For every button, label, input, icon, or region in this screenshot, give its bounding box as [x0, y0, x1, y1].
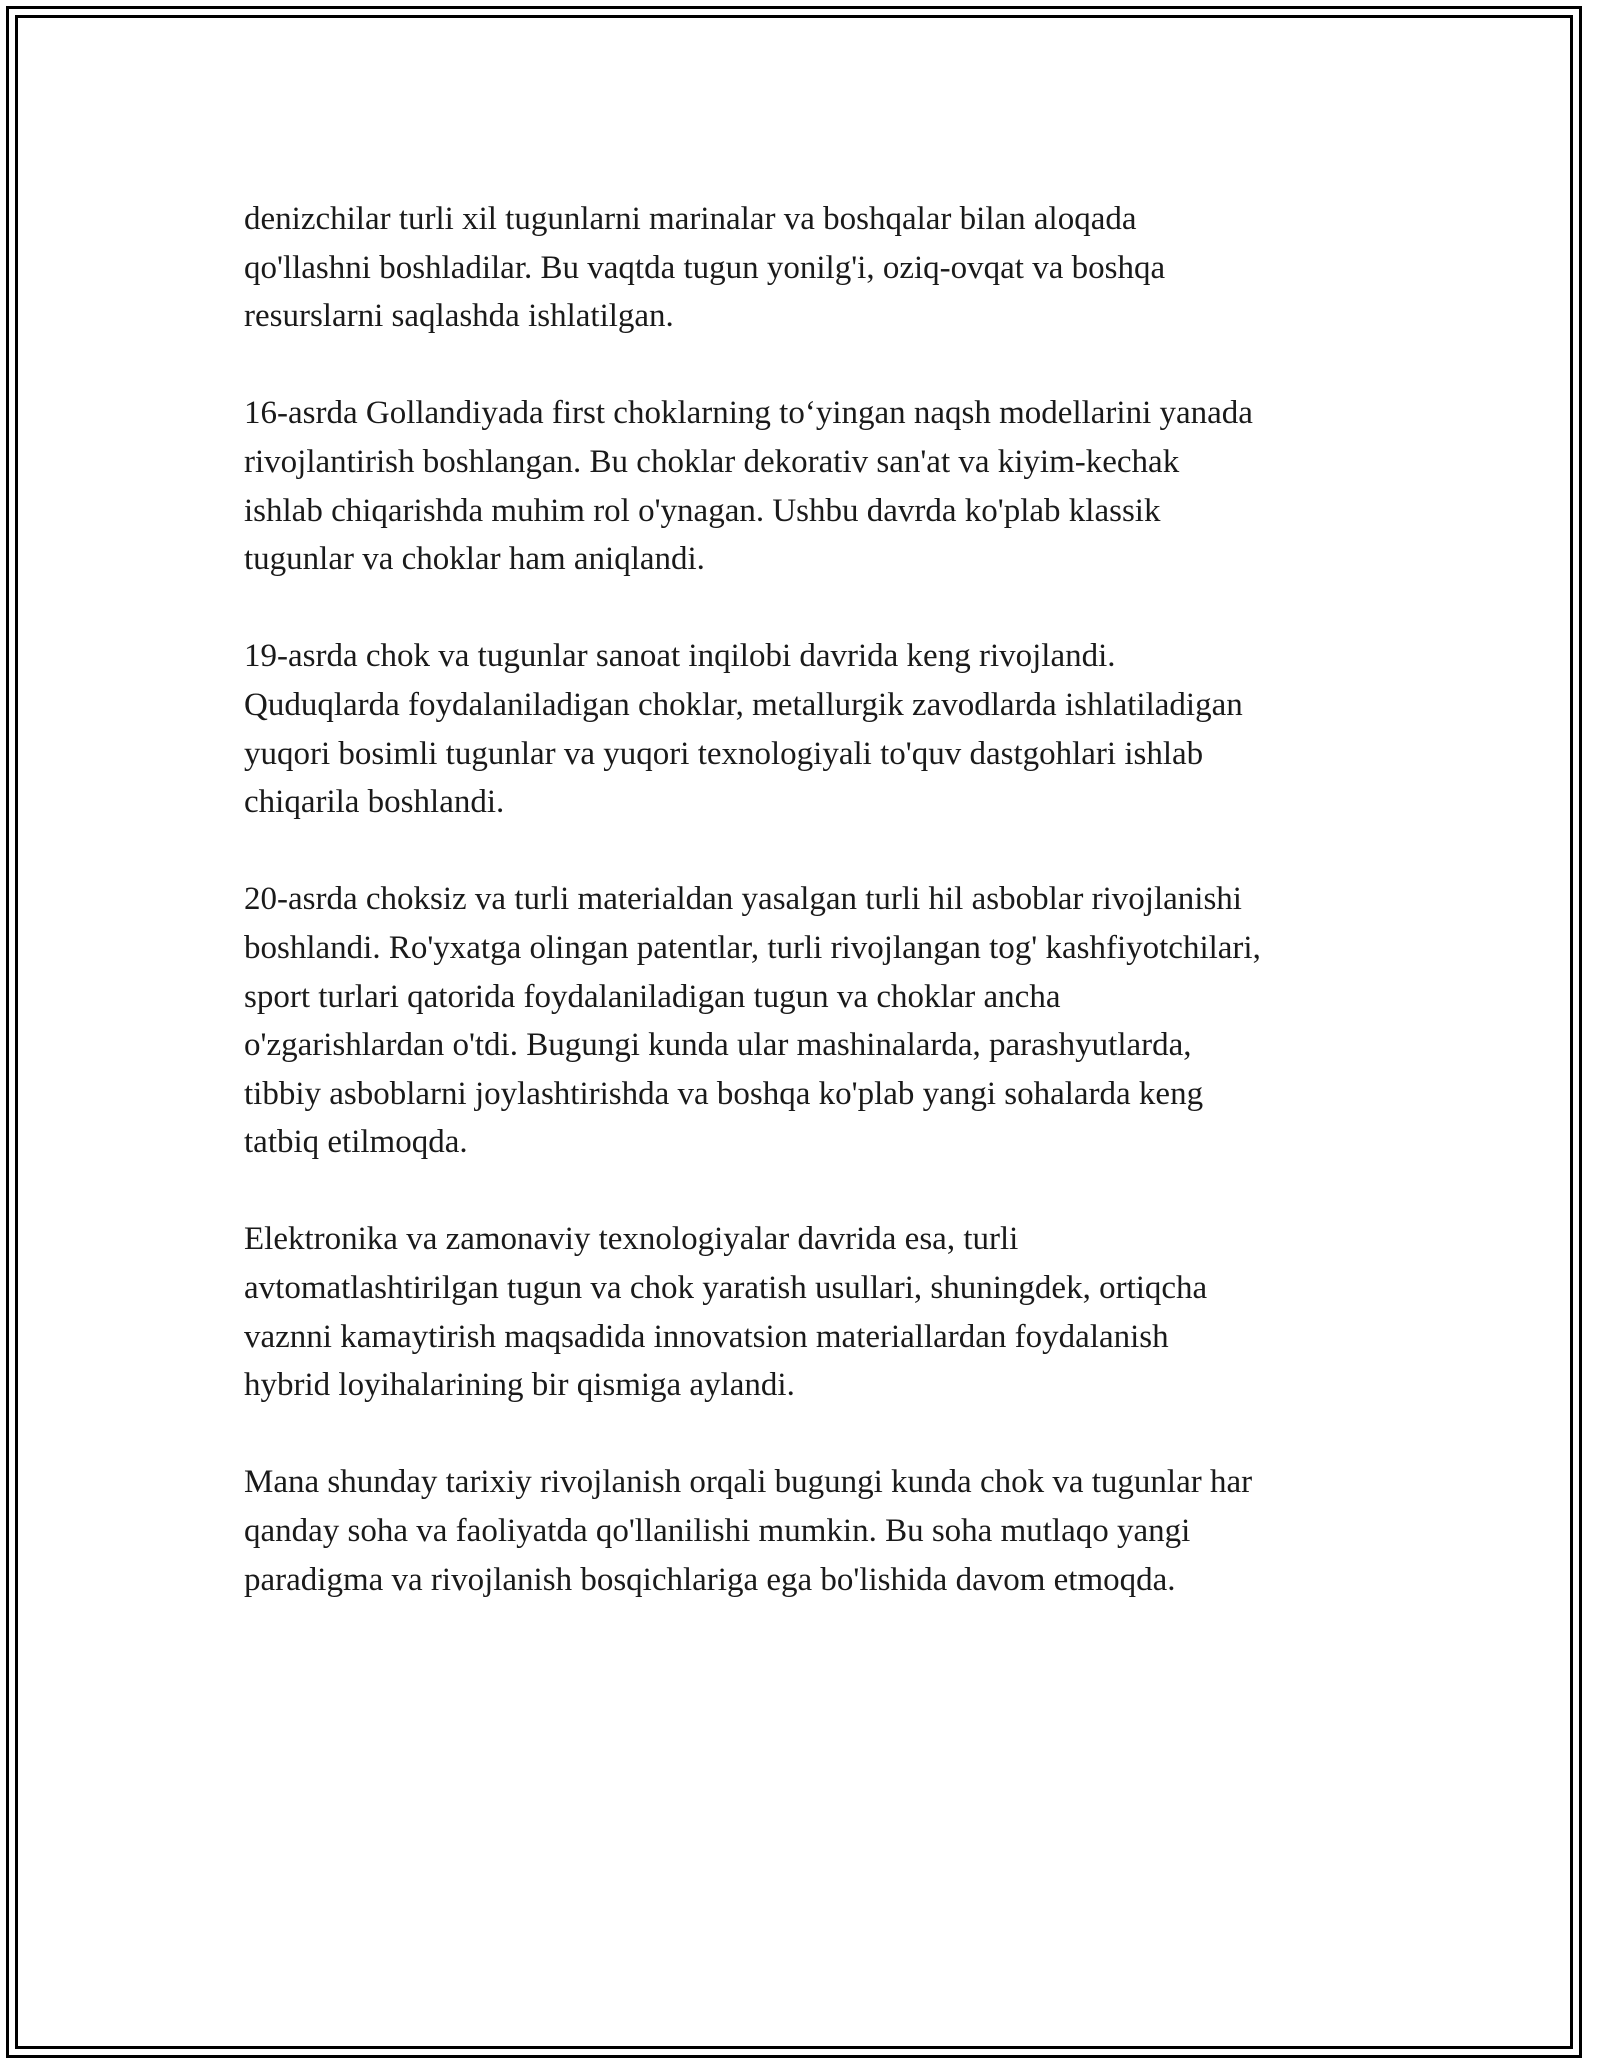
text-line: denizchilar turli xil tugunlarni marinalar va boshqalar bilan aloqada	[244, 201, 1137, 237]
paragraph-2	[244, 389, 1384, 583]
paragraph-3	[244, 632, 1384, 826]
text-line: rivojlantirish boshlangan. Bu choklar dekorativ san'at va kiyim-kechak	[244, 443, 1180, 480]
text-line: 16-asrda Gollandiyada first choklarning to‘yingan naqsh modellarini yanada	[244, 395, 1253, 432]
text-line: tatbiq etilmoqda.	[244, 1124, 468, 1161]
paragraph-1	[244, 195, 1384, 341]
text-line: 20-asrda choksiz va turli materialdan yasalgan turli hil asboblar rivojlanishi	[244, 881, 1242, 918]
text-line: paradigma va rivojlanish bosqichlariga ega bo'lishida davom etmoqda.	[244, 1561, 1176, 1598]
text-line: avtomatlashtirilgan tugun va chok yaratish usullari, shuningdek, ortiqcha	[244, 1270, 1208, 1307]
text-line: Elektronika va zamonaviy texnologiyalar davrida esa, turli	[244, 1221, 1019, 1258]
text-line: qanday soha va faoliyatda qo'llanilishi mumkin. Bu soha mutlaqo yangi	[244, 1513, 1191, 1550]
text-line: ishlab chiqarishda muhim rol o'ynagan. Ushbu davrda ko'plab klassik	[244, 492, 1161, 529]
text-line: Mana shunday tarixiy rivojlanish orqali bugungi kunda chok va tugunlar har	[244, 1464, 1253, 1501]
page-frame	[6, 6, 1582, 2058]
text-line: qo'llashni boshladilar. Bu vaqtda tugun yonilg'i, oziq-ovqat va boshqa	[244, 249, 1166, 286]
text-line: yuqori bosimli tugunlar va yuqori texnologiyali to'quv dastgohlari ishlab	[244, 735, 1204, 772]
text-line: 19-asrda chok va tugunlar sanoat inqilobi davrida keng rivojlandi.	[244, 638, 1116, 675]
paragraph-4	[244, 875, 1384, 1167]
text-line: Quduqlarda foydalaniladigan choklar, metallurgik zavodlarda ishlatiladigan	[244, 686, 1243, 723]
text-line: resurslarni saqlashda ishlatilgan.	[244, 298, 674, 335]
text-line: sport turlari qatorida foydalaniladigan tugun va choklar ancha	[244, 978, 1061, 1015]
text-line: boshlandi. Ro'yxatga olingan patentlar, turli rivojlangan tog' kashfiyotchilari,	[244, 929, 1261, 966]
text-line: tugunlar va choklar ham aniqlandi.	[244, 541, 705, 578]
document-body	[244, 195, 1384, 1653]
paragraph-5	[244, 1215, 1384, 1409]
text-line: chiqarila boshlandi.	[244, 784, 505, 821]
text-line: tibbiy asboblarni joylashtirishda va boshqa ko'plab yangi sohalarda keng	[244, 1075, 1204, 1112]
text-line: hybrid loyihalarining bir qismiga aylandi.	[244, 1367, 795, 1404]
text-line: vaznni kamaytirish maqsadida innovatsion materiallardan foydalanish	[244, 1318, 1169, 1355]
paragraph-6	[244, 1458, 1384, 1604]
text-line: o'zgarishlardan o'tdi. Bugungi kunda ular mashinalarda, parashyutlarda,	[244, 1027, 1192, 1064]
